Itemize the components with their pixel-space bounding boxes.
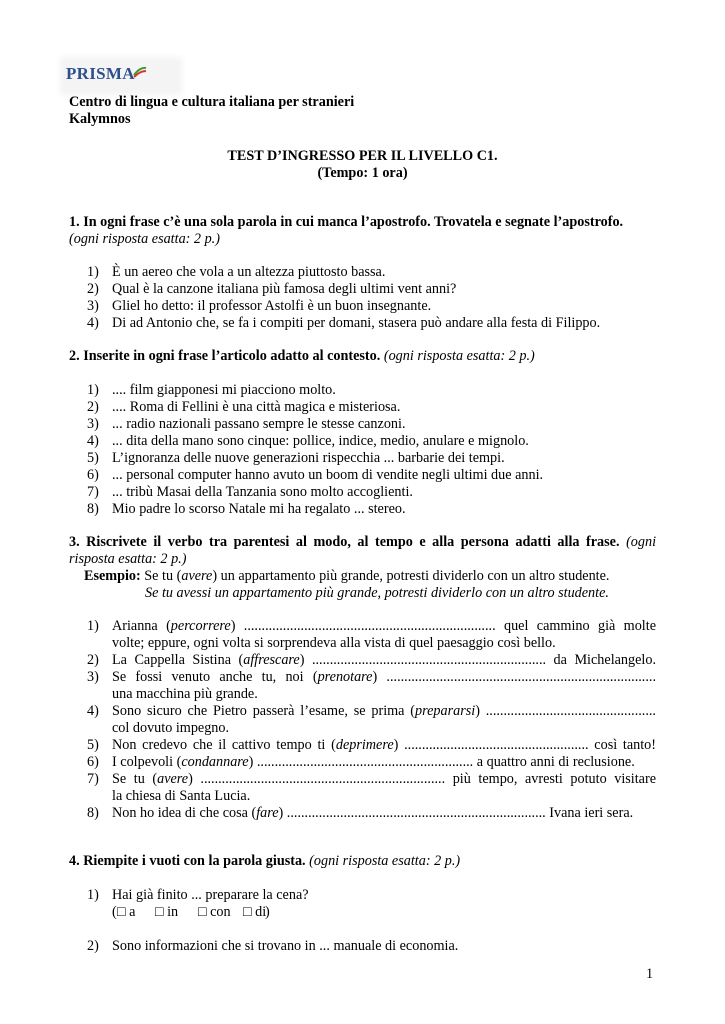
s3-item-verb: deprimere <box>335 737 394 753</box>
s2-item-text: ... dita della mano sono cinque: pollice, indice, medio, anulare e mignolo. <box>112 433 529 449</box>
s3-item-line <box>112 754 635 771</box>
s1-item-number: 1) <box>87 264 99 280</box>
s2-item-number: 5) <box>87 450 99 466</box>
page-number: 1 <box>646 966 654 982</box>
s3-item-text-a: Se tu ( <box>112 771 158 787</box>
example-text-a: Se tu ( <box>144 568 182 584</box>
s3-item-verb: percorrere <box>170 618 231 634</box>
option-con-checkbox[interactable]: □ con <box>198 904 231 920</box>
s3-item-verb: fare <box>256 805 279 821</box>
s3-item-line <box>112 703 656 720</box>
s3-item-number: 8) <box>87 805 99 821</box>
close-paren: ) <box>265 904 270 920</box>
s2-item-number: 2) <box>87 399 99 415</box>
s2-item-number: 8) <box>87 501 99 517</box>
s3-item-text-b: ) ............................................................. a quattro anni di reclusione. <box>248 754 635 770</box>
option-in-checkbox[interactable]: □ in <box>155 904 179 920</box>
s3-item-text-b: ) ......................................................................... Ivana ieri sera. <box>278 805 634 821</box>
section-2-points: (ogni risposta esatta: 2 p.) <box>383 348 535 364</box>
s2-item-number: 4) <box>87 433 99 449</box>
school-location: Kalymnos <box>69 111 131 127</box>
s3-item-line <box>112 805 633 822</box>
page-title: TEST D’INGRESSO PER IL LIVELLO C1. <box>227 148 498 164</box>
school-name: Centro di lingua e cultura italiana per stranieri <box>69 94 355 110</box>
s3-item-number: 6) <box>87 754 99 770</box>
s3-item-text-a: Sono sicuro che Pietro passerà l’esame, se prima ( <box>112 703 416 719</box>
section-1-points: (ogni risposta esatta: 2 p.) <box>69 231 220 247</box>
s3-item-text-a: Non credevo che il cattivo tempo ti ( <box>112 737 336 753</box>
s3-item-verb: affrescare <box>243 652 300 668</box>
s2-item-text: L’ignoranza delle nuove generazioni rispecchia ... barbarie dei tempi. <box>112 450 505 466</box>
option-di-checkbox[interactable]: □ di <box>243 904 267 920</box>
s3-item-line <box>112 771 656 788</box>
s2-item-text: ... tribù Masai della Tanzania sono molto accoglienti. <box>112 484 413 500</box>
s3-item-number: 4) <box>87 703 99 719</box>
s3-item-text-b: ) ................................................ <box>475 703 656 719</box>
s3-item-text-a: Se fossi venuto anche tu, noi ( <box>112 669 318 685</box>
s3-item-continuation: una macchina più grande. <box>112 686 258 702</box>
section-2-header <box>69 348 535 365</box>
example-verb: avere <box>181 568 213 584</box>
s1-item-number: 2) <box>87 281 99 297</box>
logo-swoosh-icon <box>133 66 147 78</box>
s1-item-text: Di ad Antonio che, se fa i compiti per domani, stasera può andare alla festa di Filippo. <box>112 315 601 331</box>
s2-item-text: ... personal computer hanno avuto un boom di vendite negli ultimi due anni. <box>112 467 544 483</box>
s1-item-number: 3) <box>87 298 99 314</box>
s3-item-continuation: volte; eppure, ogni volta si sorprendeva alla vista di quel paesaggio così bello. <box>112 635 556 651</box>
s3-item-text-b: ) .................................................... così tanto! <box>393 737 656 753</box>
section-4-heading: 4. Riempite i vuoti con la parola giusta. <box>69 853 306 869</box>
s3-item-line <box>112 652 656 669</box>
s3-item-verb: avere <box>157 771 189 787</box>
s3-item-number: 1) <box>87 618 99 634</box>
s3-item-continuation: col dovuto impegno. <box>112 720 230 736</box>
s4-item-text: Sono informazioni che si trovano in ... manuale di economia. <box>112 938 459 954</box>
section-4-header <box>69 853 460 870</box>
s3-item-number: 5) <box>87 737 99 753</box>
s4-item-number: 2) <box>87 938 99 954</box>
s4-item-number: 1) <box>87 887 99 903</box>
s3-item-text-b: ) .................................................................. da Michelangelo. <box>299 652 656 668</box>
example-line <box>84 568 609 585</box>
s1-item-number: 4) <box>87 315 99 331</box>
section-1-heading: 1. In ogni frase c’è una sola parola in cui manca l’apostrofo. Trovatela e segnate l’apostrofo. <box>69 214 624 230</box>
s3-item-text-a: Non ho idea di che cosa ( <box>112 805 257 821</box>
example-text-b: ) un appartamento più grande, potresti dividerlo con un altro studente. <box>212 568 610 584</box>
s2-item-text: ... radio nazionali passano sempre le stesse canzoni. <box>112 416 406 432</box>
s3-item-number: 2) <box>87 652 99 668</box>
s3-item-line <box>112 737 656 754</box>
s2-item-number: 3) <box>87 416 99 432</box>
s3-item-verb: prepararsi <box>415 703 476 719</box>
time-limit: (Tempo: 1 ora) <box>317 165 408 181</box>
s3-item-text-b: ) ..................................................................... più tempo, avresti potuto visitare <box>188 771 656 787</box>
section-3-heading: 3. Riscrivete il verbo tra parentesi al modo, al tempo e alla persona adatti alla frase. <box>69 534 620 550</box>
example-answer: Se tu avessi un appartamento più grande, potresti dividerlo con un altro studente. <box>145 585 609 601</box>
s3-item-line <box>112 669 656 686</box>
s3-item-verb: condannare <box>181 754 249 770</box>
open-paren: ( <box>112 904 117 920</box>
s1-item-text: Qual è la canzone italiana più famosa degli ultimi vent anni? <box>112 281 457 297</box>
s2-item-text: Mio padre lo scorso Natale mi ha regalato ... stereo. <box>112 501 406 517</box>
s3-item-line <box>112 618 656 635</box>
s3-item-text-a: La Cappella Sistina ( <box>112 652 244 668</box>
s2-item-text: .... film giapponesi mi piacciono molto. <box>112 382 336 398</box>
s3-item-verb: prenotare <box>317 669 373 685</box>
s3-item-text-b: ) ....................................................................... quel cammino già molte <box>230 618 656 634</box>
option-a-checkbox[interactable]: □ a <box>117 904 136 920</box>
prisma-logo <box>64 61 178 91</box>
s4-item-text: Hai già finito ... preparare la cena? <box>112 887 309 903</box>
section-3-header-line <box>69 534 656 551</box>
s2-item-number: 1) <box>87 382 99 398</box>
logo-text: PRISMA <box>66 64 135 83</box>
s3-item-text-a: I colpevoli ( <box>112 754 182 770</box>
example-label: Esempio: <box>84 568 141 584</box>
s3-item-number: 3) <box>87 669 99 685</box>
section-3-points-end: risposta esatta: 2 p.) <box>69 551 187 567</box>
s2-item-number: 7) <box>87 484 99 500</box>
s1-item-text: È un aereo che vola a un altezza piuttosto bassa. <box>112 264 386 280</box>
s3-item-text-b: ) ............................................................................ <box>372 669 656 685</box>
s1-item-text: Gliel ho detto: il professor Astolfi è un buon insegnante. <box>112 298 432 314</box>
s3-item-text-a: Arianna ( <box>112 618 171 634</box>
s3-item-continuation: la chiesa di Santa Lucia. <box>112 788 251 804</box>
s3-item-number: 7) <box>87 771 99 787</box>
section-2-heading: 2. Inserite in ogni frase l’articolo adatto al contesto. <box>69 348 381 364</box>
s2-item-number: 6) <box>87 467 99 483</box>
section-4-points: (ogni risposta esatta: 2 p.) <box>309 853 461 869</box>
s2-item-text: .... Roma di Fellini è una città magica e misteriosa. <box>112 399 401 415</box>
section-3-points-start: (ogni <box>626 534 657 550</box>
